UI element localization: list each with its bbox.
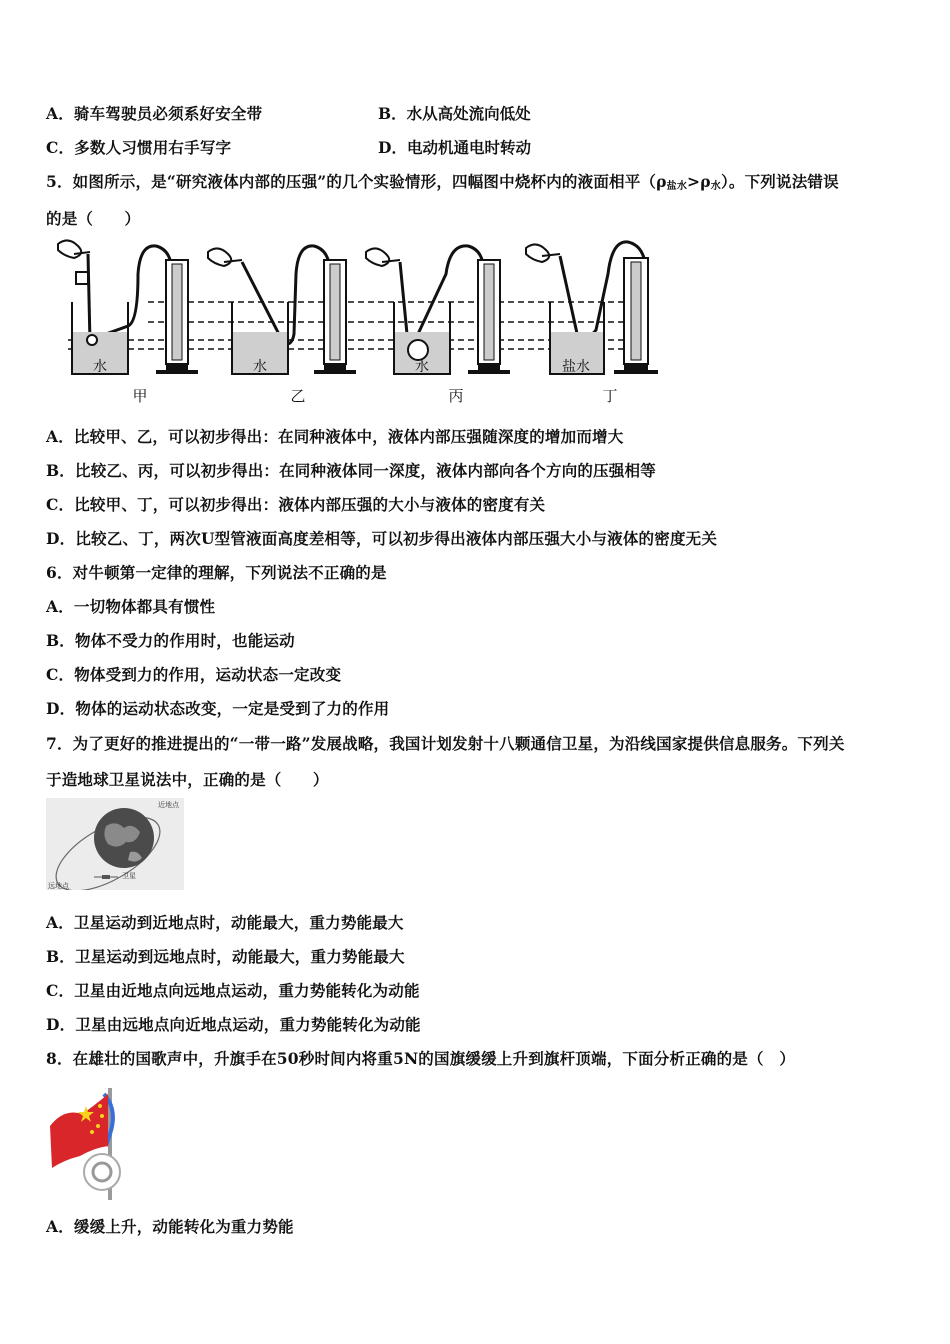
q8-option-a: A．缓缓上升，动能转化为重力势能: [46, 1217, 294, 1236]
q5-setup-ding: [526, 242, 658, 374]
q6-option-a: A．一切物体都具有惯性: [46, 597, 216, 616]
q7-option-b: B．卫星运动到远地点时，动能最大，重力势能最大: [46, 947, 405, 966]
q7-option-c: C．卫星由近地点向远地点运动，重力势能转化为动能: [46, 981, 420, 1000]
q8-pulley: [84, 1154, 120, 1190]
q5-stem-a: 5．如图所示，是“研究液体内部的压强”的几个实验情形，四幅图中烧杯内的液面相平（: [46, 172, 657, 191]
q5-stem-line2: 的是（ ）: [46, 209, 141, 228]
q7-label-perigee: 近地点: [158, 801, 179, 809]
q5-option-a: A．比较甲、乙，可以初步得出：在同种液体中，液体内部压强随深度的增加而增大: [46, 427, 624, 446]
q5-frame-edge: [76, 272, 88, 284]
q5-option-c: C．比较甲、丁，可以初步得出：液体内部压强的大小与液体的密度有关: [46, 495, 546, 514]
q8-stem: 8．在雄壮的国歌声中，升旗手在50秒时间内将重5N的国旗缓缓上升到旗杆顶端，下面分析正确的是（ ）: [46, 1049, 796, 1068]
q5-stem-b: ）。下列说法错误: [720, 172, 839, 191]
q5-option-d: D．比较乙、丁，两次U型管液面高度差相等，可以初步得出液体内部压强大小与液体的密度无关: [46, 529, 718, 548]
q5-caption-jia: 甲: [132, 387, 148, 405]
q5-rho-saltwater: ρ: [656, 172, 667, 191]
q5-sub-saltwater: 盐水: [666, 181, 688, 192]
q5-setup-yi: [208, 246, 356, 374]
q5-rho-water: ρ: [700, 172, 711, 191]
q5-beaker-label-1: 水: [93, 359, 107, 375]
q5-caption-bing: 丙: [448, 387, 464, 405]
q7-label-satellite: 卫星: [122, 872, 136, 880]
q5-caption-yi: 乙: [290, 387, 306, 405]
q6-option-b: B．物体不受力的作用时，也能运动: [46, 631, 295, 650]
q5-beaker-label-2: 水: [253, 359, 267, 375]
q5-caption-ding: 丁: [602, 387, 618, 405]
q5-beaker-label-3: 水: [415, 359, 429, 375]
q4-option-b: B．水从高处流向低处: [378, 104, 531, 123]
q6-option-d: D．物体的运动状态改变，一定是受到了力的作用: [46, 699, 390, 718]
q7-satellite-figure: [46, 798, 184, 890]
q4-option-a: A．骑车驾驶员必须系好安全带: [46, 104, 263, 123]
q6-option-c: C．物体受到力的作用，运动状态一定改变: [46, 665, 342, 684]
q7-label-apogee: 远地点: [48, 882, 69, 890]
q5-setup-jia: [58, 240, 198, 374]
q7-stem-line1: 7．为了更好的推进提出的“一带一路”发展战略，我国计划发射十八颗通信卫星，为沿线国家提供信息服务。下列关: [46, 734, 845, 753]
q7-option-a: A．卫星运动到近地点时，动能最大，重力势能最大: [46, 913, 404, 932]
q5-figure: [48, 234, 662, 410]
q4-option-c: C．多数人习惯用右手写字: [46, 138, 232, 157]
q4-option-d: D．电动机通电时转动: [378, 138, 531, 157]
q7-option-d: D．卫星由远地点向近地点运动，重力势能转化为动能: [46, 1015, 421, 1034]
q7-stem-line2: 于造地球卫星说法中，正确的是（ ）: [46, 770, 329, 789]
q8-flag-figure: [46, 1086, 126, 1202]
q5-gt: >: [687, 172, 701, 191]
q5-setup-bing: [366, 246, 510, 374]
q5-beaker-label-4: 盐水: [562, 359, 590, 375]
q5-option-b: B．比较乙、丙，可以初步得出：在同种液体同一深度，液体内部向各个方向的压强相等: [46, 461, 656, 480]
q5-stem-line1: [46, 170, 839, 192]
q5-sub-water: 水: [710, 181, 721, 192]
q6-stem: 6．对牛顿第一定律的理解，下列说法不正确的是: [46, 563, 387, 582]
